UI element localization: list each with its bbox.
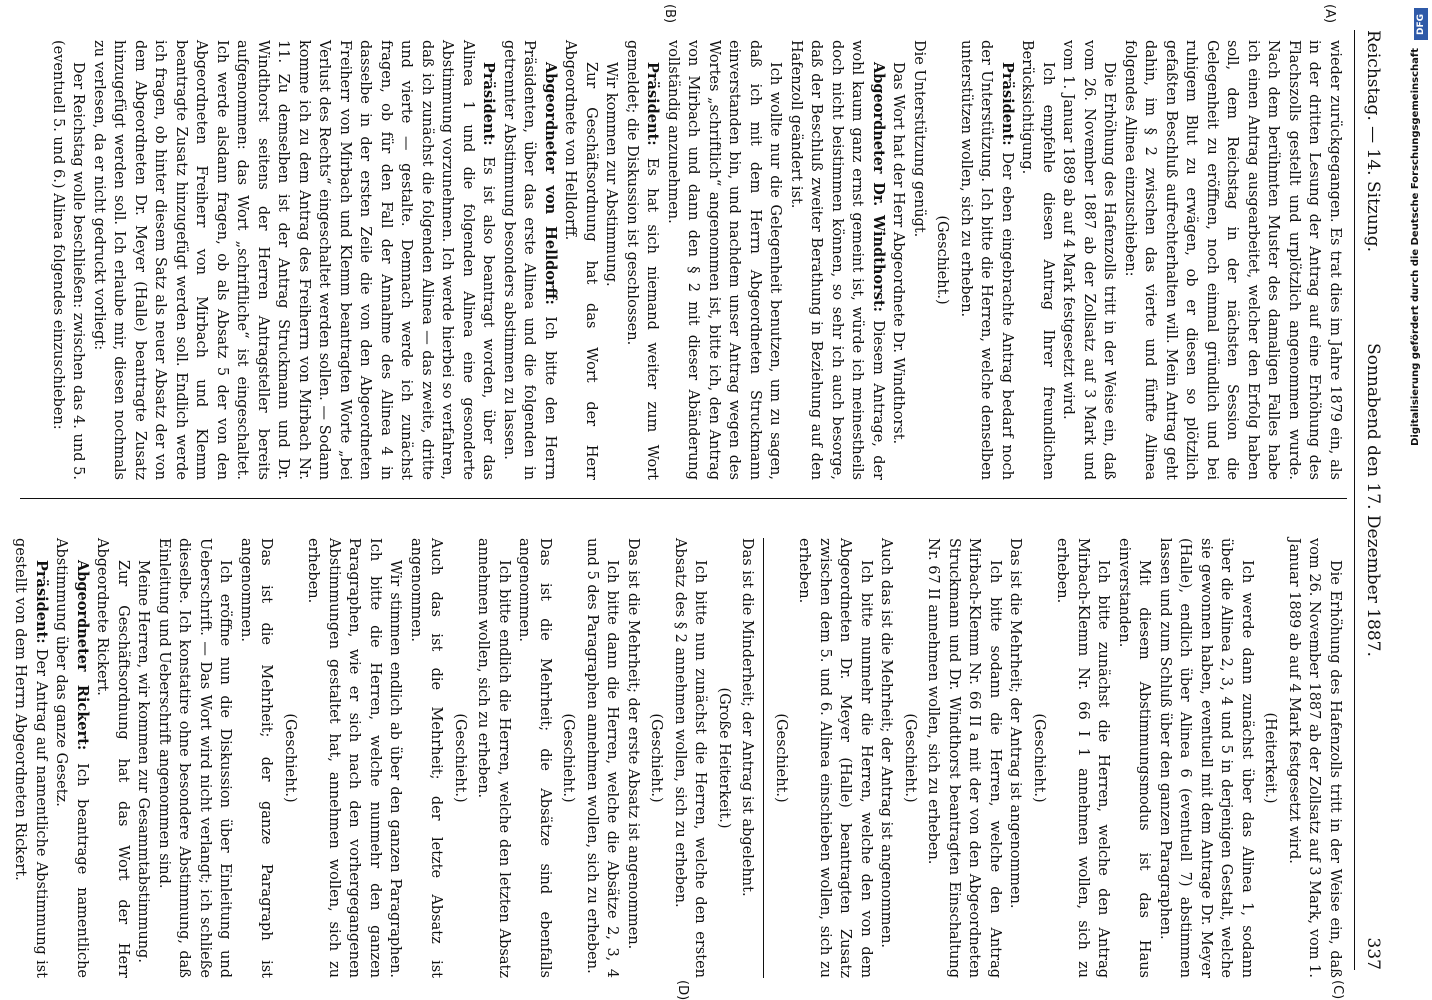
- speaker-label: Abgeordneter von Helldorff:: [542, 62, 559, 305]
- paragraph: Der Reichstag wolle beschließen: zwischen das 4. und 5. (eventuell 5. und 6.) Alinea folgendes einzuschieben:: [50, 40, 87, 480]
- stage-direction: (Geschieht.): [902, 713, 918, 803]
- stage-direction: (Geschieht.): [452, 713, 468, 803]
- stage-direction: (Geschieht.): [773, 713, 789, 803]
- paragraph: [499, 40, 561, 480]
- header-left: Reichstag. — 14. Sitzung.: [1363, 30, 1383, 253]
- speech-text: Es hat sich niemand weiter zum Wort gemeldet; die Diskussion ist geschlossen.: [624, 40, 661, 480]
- speech-text: Ich bitte den Herrn Präsidenten, über das erste Alinea und die folgenden in getrennter Abstimmung besonders abstimmen zu lassen.: [501, 40, 558, 481]
- stage-direction: (Geschieht.): [648, 713, 665, 803]
- paragraph: wieder zurückgegangen. Es trat dies im Jahre 1879 ein, als in der dritten Lesung der Antrag auf eine Erhöhung des Flachszolls gestellt und urplötzlich angenommen wurde. Nach dem berühmten Muster des damaligen Falles habe ich einen Antrag ausgearbeitet, welcher den Erfolg haben soll, dem Reichstag in der nächsten Session die Gelegenheit zu eröffnen, noch einmal gründlich und bei ruhigem Blut zu erwägen, ob er diesen so plötzlich gefaßten Beschluß aufrechterhalten will. Mein Antrag geht dahin, im § 2 zwischen das vierte und fünfte Alinea folgendes Alinea einzuschieben:: [1122, 40, 1343, 480]
- paragraph: [786, 40, 889, 480]
- paragraph: [622, 40, 663, 480]
- paragraph: Wir stimmen endlich ab über den ganzen Paragraphen. Ich bitte die Herren, welche nunmehr den ganzen Paragraphen, wie er sich nach den vorhergegangenen Abstimmungen gestaltet hat, annehmen wollen, sich zu erheben.: [305, 538, 404, 978]
- speaker-label: Präsident:: [33, 560, 50, 644]
- speech-text: Der Antrag auf namentliche Abstimmung ist gestellt von dem Herrn Abgeordneten Rickert.: [12, 538, 49, 979]
- paragraph: Zur Geschäftsordnung hat das Wort der Herr Abgeordnete von Helldorff.: [562, 40, 599, 480]
- speech-text: Der eben eingebrachte Antrag bedarf noch der Unterstützung. Ich bitte die Herren, welche denselben unterstützen wollen, sich zu erheben.: [958, 40, 1015, 481]
- margin-mark-a: (A): [1322, 4, 1337, 24]
- stage-direction: (Große Heiterkeit.): [716, 687, 732, 829]
- paragraph: Meine Herren, wir kommen zur Gesammtabstimmung.: [135, 560, 152, 963]
- paragraph: Ich bitte nunmehr die Herren, welche den von dem Abgeordneten Dr. Meyer (Halle) beantragten Zusatz zwischen dem 5. und 6. Alinea einschieben wollen, sich zu erheben.: [796, 538, 874, 978]
- running-header: [1357, 30, 1383, 970]
- paragraph: Das Wort hat der Herr Abgeordnete Dr. Windthorst.: [890, 62, 907, 445]
- attribution-text: Digitalisierung gefördert durch die Deutsche Forschungsgemeinschaft: [1410, 48, 1421, 446]
- dfg-logo: DFG: [1414, 8, 1428, 40]
- paragraph: Ich bitte zunächst die Herren, welche den Antrag Mirbach-Klemm Nr. 66 I 1 annehmen wollen, sich zu erheben.: [1054, 538, 1112, 978]
- paragraph: Ich empfehle diesen Antrag Ihrer freundlichen Berücksichtigung.: [1019, 40, 1056, 480]
- paragraph: Auch das ist die Mehrheit; der letzte Absatz ist angenommen.: [408, 538, 445, 978]
- stage-direction: (Geschieht.): [282, 713, 298, 803]
- stage-direction: (Heiterkeit.): [1262, 712, 1279, 804]
- margin-mark-d: (D): [675, 980, 690, 1000]
- paragraph: Mit diesem Abstimmungsmodus ist das Haus einverstanden.: [1116, 538, 1153, 978]
- quoted-motion: Die Erhöhung des Hafenzolls tritt in der Weise ein, daß vom 26. November 1887 ab der Zollsatz auf 3 Mark und vom 1. Januar 1889 ab auf 4 Mark festgesetzt wird.: [1060, 40, 1118, 480]
- paragraph: Ich wollte nur die Gelegenheit benutzen, um zu sagen, daß ich mit dem Herrn Abgeordneten Struckmann einverstanden bin, und nachdem unser Antrag wegen des Wortes „schriftlich“ angenommen ist, bitte ich, den Antrag von Mirbach und dann den § 2 mit dieser Abänderung vollständig anzunehmen.: [665, 40, 784, 480]
- left-column: [48, 40, 1346, 480]
- speech-text: Ich beantrage namentliche Abstimmung über das ganze Gesetz.: [53, 538, 90, 978]
- paragraph: Ich werde dann zunächst über das Alinea 1, sodann über die Alinea 2, 3, 4 und 5 in derjenigen Gestalt, welche sie gewonnen haben, eventuell mit dem Antrage Dr. Meyer (Halle), endlich über Alinea 6 (eventuell 7) abstimmen lassen und zum Schluß über den ganzen Paragraphen.: [1157, 538, 1255, 978]
- paragraph: Zur Geschäftsordnung hat das Wort der Herr Abgeordnete Rickert.: [94, 538, 131, 978]
- header-rule: [1354, 30, 1355, 970]
- paragraph: [51, 538, 92, 978]
- paragraph: Ich eröffne nun die Diskussion über Einleitung und Ueberschrift. — Das Wort wird nicht verlangt; ich schließe dieselbe. Ich konstatire ohne besondere Abstimmung, daß Einleitung und Ueberschrift angenommen sind.: [156, 538, 234, 978]
- stage-direction: (Geschieht.): [1031, 713, 1047, 803]
- speaker-label: Abgeordneter Rickert:: [74, 560, 91, 751]
- page-number: 337: [1363, 937, 1383, 970]
- margin-mark-b: (B): [662, 4, 677, 24]
- stage-direction: (Geschieht.): [560, 713, 577, 803]
- speech-text: Diesem Antrage, der wohl kaum ganz ernst gemeint ist, würde ich meinestheils doch nicht beistimmen können, so sehr ich auch besorge, daß der Beschluß zweiter Berathung in Beziehung auf den Hafenzoll geändert ist.: [788, 40, 886, 480]
- paragraph: [10, 538, 51, 978]
- paragraph: Ich bitte dann die Herren, welche die Absätze 2, 3, 4 und 5 des Paragraphen annehmen wollen, sich zu erheben.: [584, 538, 621, 978]
- paragraph: Das ist die Mehrheit; der Antrag ist angenommen.: [1007, 538, 1024, 909]
- stage-direction: (Geschieht.): [934, 215, 951, 305]
- paragraph: [89, 40, 499, 480]
- speaker-label: Abgeordneter Dr. Windthorst:: [870, 62, 887, 312]
- speaker-label: Präsident:: [480, 62, 498, 146]
- paragraph: Das ist die Minderheit; der Antrag ist abgelehnt.: [739, 538, 756, 897]
- paragraph: Ich bitte endlich die Herren, welche den letzten Absatz annehmen wollen, sich zu erheben.: [475, 538, 512, 978]
- speaker-label: Präsident:: [999, 62, 1016, 146]
- paragraph: Ich bitte nun zunächst die Herren, welche den ersten Absatz des § 2 annehmen wollen, sich zu erheben.: [672, 538, 709, 978]
- paragraph: Das ist die Mehrheit; der erste Absatz ist angenommen.: [625, 538, 641, 950]
- paragraph: Das ist die Mehrheit; der ganze Paragraph ist angenommen.: [238, 538, 275, 978]
- section-rule: [764, 538, 765, 978]
- header-center: Sonnabend den 17. Dezember 1887.: [1363, 343, 1383, 657]
- margin-mark-c: (C): [1330, 980, 1345, 1000]
- paragraph: Auch das ist die Mehrheit; der Antrag ist angenommen.: [878, 538, 895, 949]
- paragraph: Wir kommen zur Abstimmung.: [603, 62, 620, 287]
- right-column: [10, 538, 1345, 978]
- paragraph: [956, 40, 1018, 480]
- quoted-motion: Die Erhöhung des Hafenzolls tritt in der Weise ein, daß vom 26. November 1887 ab der Zollsatz auf 3 Mark, vom 1. Januar 1889 ab auf 4 Mark festgesetzt wird.: [1286, 538, 1343, 978]
- speech-text: Es ist also beantragt worden, über das Alinea 1 und die folgenden Alinea eine gesonderte Abstimmung vorzunehmen. Ich werde hierbei so verfahren, daß ich zunächst die folgenden Alinea — das zweite, dritte und vierte — gestalte. Demnach werde ich zunächst fragen, ob für den Fall der Annahme des Alinea 4 in dasselbe in der ersten Zeile die von den Abgeordneten Freiherr von Mirbach und Klemm beantragten Worte „bei Verlust des Rechts“ eingeschaltet werden sollen. — Sodann komme ich zu dem Antrag des Freiherrn von Mirbach Nr. 11. Zu demselben ist der Antrag Struckmann und Dr. Windthorst seitens der Herren Antragsteller bereits aufgenommen: das Wort „schriftliche“ ist eingeschaltet. Ich werde alsdann fragen, ob als Absatz 5 der von den Abgeordneten Freiherr von Mirbach und Klemm beantragte Zusatz hinzugefügt werden soll. Endlich werde ich fragen, ob hinter diesem Satz als neuer Absatz der von dem Abgeordneten Dr. Meyer (Halle) beantragte Zusatz hinzugefügt werden soll. Ich erlaube mir, diesen nochmals zu verlesen, da er nicht gedruckt vorliegt:: [91, 40, 497, 480]
- column-divider: [20, 498, 1347, 499]
- paragraph: Ich bitte sodann die Herren, welche den Antrag Mirbach-Klemm Nr. 66 II a mit der von den Abgeordneten Struckmann und Dr. Windthorst beantragten Einschaltung Nr. 67 II annehmen wollen, sich zu erheben.: [925, 538, 1003, 978]
- paragraph: Das ist die Mehrheit; die Absätze sind ebenfalls angenommen.: [516, 538, 553, 978]
- speaker-label: Präsident:: [644, 62, 662, 146]
- paragraph: Die Unterstützung genügt.: [911, 40, 927, 238]
